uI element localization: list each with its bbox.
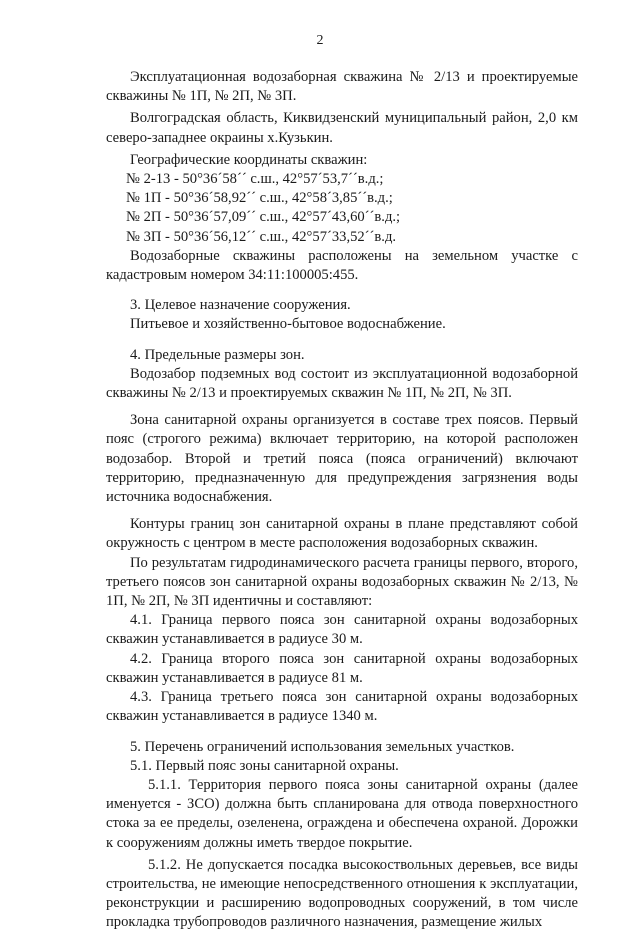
section-4-paragraph: По результатам гидродинамического расчета границы первого, второго, третьего поясов зон санитарной охраны водозаборных скважин № 2/13, № 1П, № 2П, № 3П идентичны и составляют:	[106, 554, 578, 610]
document-body	[106, 68, 578, 933]
section-5-heading: 5. Перечень ограничений использования земельных участков.	[130, 738, 515, 755]
coordinates-heading: Географические координаты скважин:	[130, 151, 368, 168]
subsection-4-3: 4.3. Граница третьего пояса зон санитарной охраны водозаборных скважин устанавливается в радиусе 1340 м.	[106, 689, 578, 725]
subsection-5-1: 5.1. Первый пояс зоны санитарной охраны.	[130, 757, 399, 774]
coordinate-line: № 1П - 50°36´58,92´´ с.ш., 42°58´3,85´´в.д.;	[126, 190, 393, 207]
paragraph-location: Волгоградская область, Киквидзенский муниципальный район, 2,0 км северо-западнее окраины х.Кузькин.	[106, 110, 578, 146]
paragraph-well-description: Эксплуатационная водозаборная скважина № 2/13 и проектируемые скважины № 1П, № 2П, № 3П.	[106, 69, 578, 105]
subsection-4-1: 4.1. Граница первого пояса зон санитарной охраны водозаборных скважин устанавливается в радиусе 30 м.	[106, 612, 578, 648]
coordinates-list	[106, 170, 578, 247]
subsection-5-1-1: 5.1.1. Территория первого пояса зоны санитарной охраны (далее именуется - ЗСО) должна быть спланирована для отвода поверхностного стока за ее пределы, озеленена, ограждена и обеспечена охраной. Дорожки к сооружениям должны иметь твердое покрытие.	[106, 776, 578, 851]
coordinate-line: № 2П - 50°36´57,09´´ с.ш., 42°57´43,60´´в.д.;	[126, 209, 401, 226]
coordinate-line: № 3П - 50°36´56,12´´ с.ш., 42°57´33,52´´в.д.	[126, 228, 397, 245]
section-3-text: Питьевое и хозяйственно-бытовое водоснабжение.	[130, 316, 446, 333]
subsection-4-2: 4.2. Граница второго пояса зон санитарной охраны водозаборных скважин устанавливается в радиусе 81 м.	[106, 650, 578, 686]
subsection-5-1-2: 5.1.2. Не допускается посадка высокоствольных деревьев, все виды строительства, не имеющие непосредственного отношения к эксплуатации, реконструкции и расширению водопроводных сооружений, в том числе прокладка трубопроводов различного назначения, размещение жилых	[106, 856, 578, 931]
section-4-paragraph: Зона санитарной охраны организуется в составе трех поясов. Первый пояс (строгого режима) включает территорию, на которой расположен водозабор. Второй и третий пояса (пояса ограничений) включают территорию, предназначенную для предупреждения загрязнения воды источника водоснабжения.	[106, 412, 578, 506]
section-4-heading: 4. Предельные размеры зон.	[130, 346, 305, 363]
section-4-paragraph: Водозабор подземных вод состоит из эксплуатационной водозаборной скважины № 2/13 и проектируемых скважин № 1П, № 2П, № 3П.	[106, 365, 578, 402]
section-4-paragraph: Контуры границ зон санитарной охраны в плане представляют собой окружность с центром в месте расположения водозаборных скважин.	[106, 516, 578, 552]
page-number: 2	[316, 33, 324, 48]
paragraph-cadastral: Водозаборные скважины расположены на земельном участке с кадастровым номером 34:11:100005:455.	[106, 247, 578, 284]
section-3-heading: 3. Целевое назначение сооружения.	[130, 297, 351, 314]
coordinate-line: № 2-13 - 50°36´58´´ с.ш., 42°57´53,7´´в.д.;	[126, 171, 384, 188]
